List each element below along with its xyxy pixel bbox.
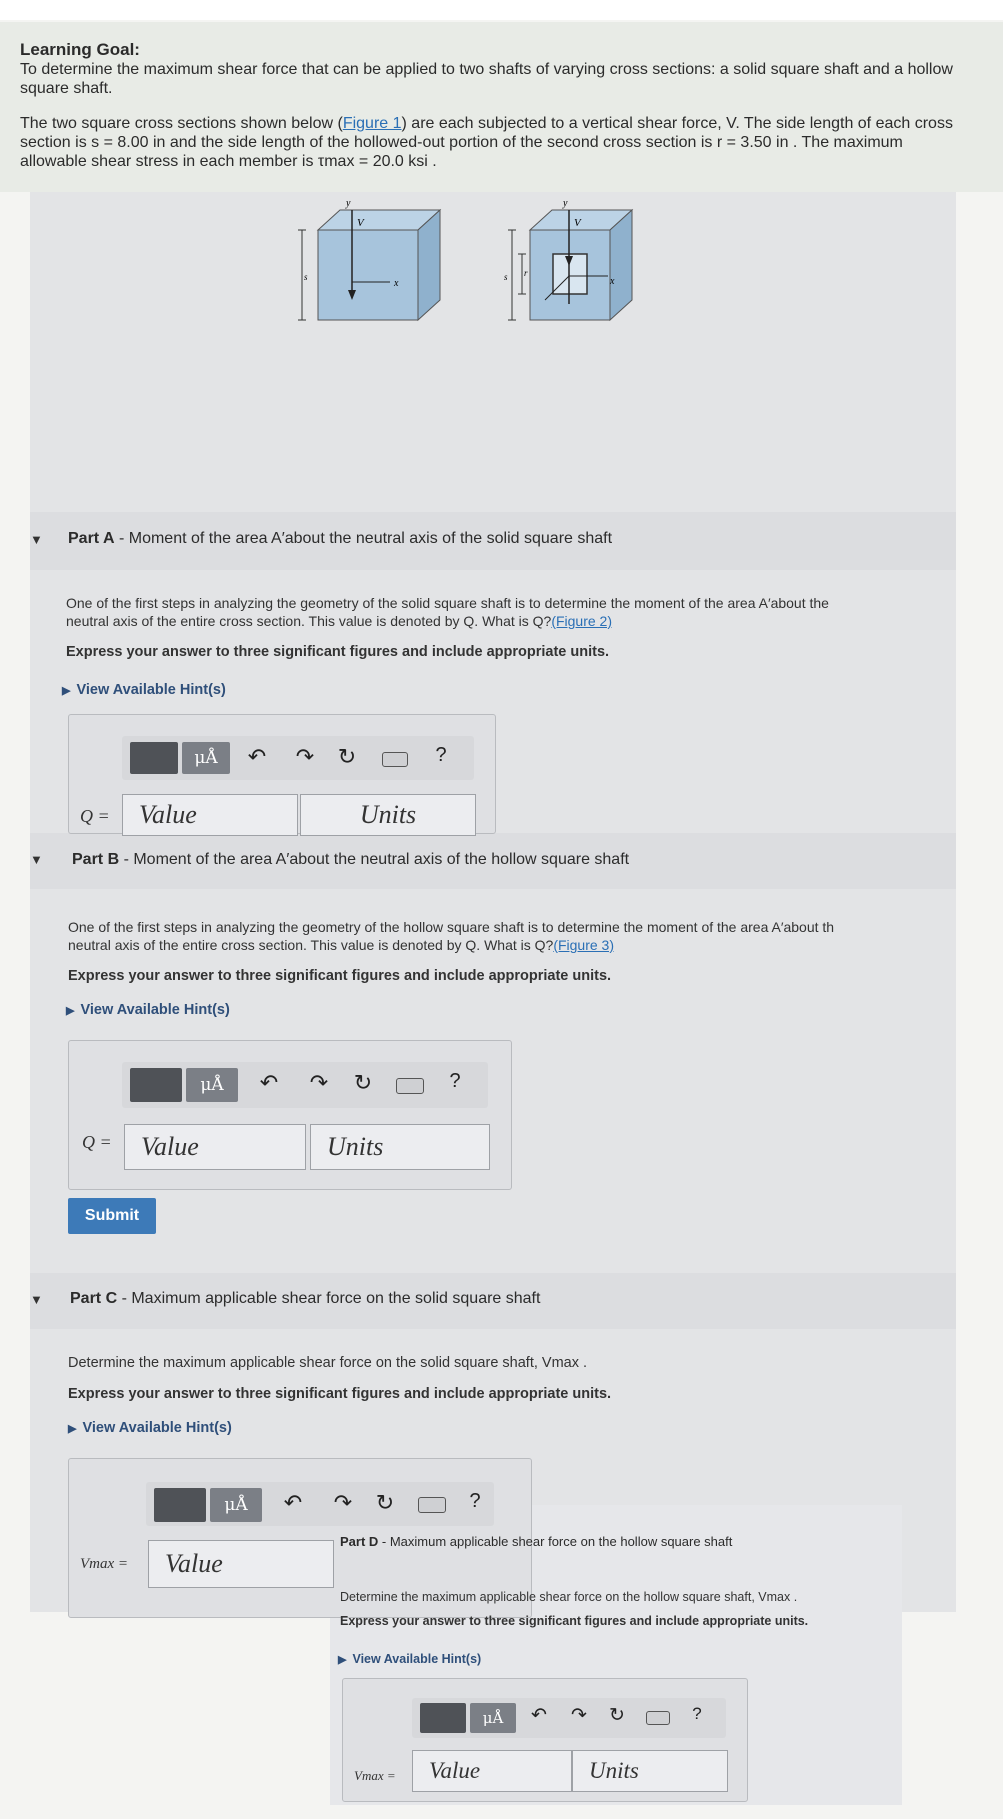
undo-icon[interactable]: ↶ (531, 1705, 547, 1726)
svg-text:V: V (574, 217, 581, 229)
solid-square-shaft (298, 198, 440, 320)
part-a-units-input[interactable]: Units (300, 794, 476, 836)
units-icon[interactable]: μÅ (182, 742, 230, 774)
part-d-units-input[interactable]: Units (572, 1750, 728, 1792)
part-a-collapse-toggle[interactable]: ▼ (30, 532, 43, 547)
redo-icon[interactable]: ↷ (309, 1070, 329, 1095)
hollow-square-shaft (504, 198, 632, 320)
learning-goal-text: To determine the maximum shear force that can be applied to two shafts of varying cross sections: a solid square shaft and a hollow square shaft. (20, 61, 953, 97)
templates-icon[interactable] (154, 1488, 206, 1522)
units-icon[interactable]: μÅ (210, 1488, 262, 1522)
keyboard-icon[interactable] (396, 1078, 424, 1094)
keyboard-icon[interactable] (418, 1497, 446, 1513)
svg-text:V: V (357, 217, 364, 229)
undo-icon[interactable]: ↶ (259, 1070, 279, 1095)
keyboard-icon[interactable] (646, 1711, 670, 1725)
submit-button[interactable]: Submit (68, 1198, 156, 1234)
figure-2-link[interactable]: (Figure 2) (551, 613, 612, 629)
part-b-title[interactable]: Part B - Moment of the area A′about the neutral axis of the hollow square shaft (72, 851, 630, 868)
part-c-vmax-label: Vmax = (80, 1556, 129, 1572)
part-b-collapse-toggle[interactable]: ▼ (30, 852, 43, 867)
figure-3-link[interactable]: (Figure 3) (553, 937, 614, 953)
part-b-q-label: Q = (82, 1132, 112, 1152)
learning-goal-title: Learning Goal: (20, 40, 140, 59)
figure-1-link[interactable]: Figure 1 (342, 115, 402, 132)
svg-text:x: x (394, 278, 399, 289)
part-a-prompt: One of the first steps in analyzing the geometry of the solid square shaft is to determine the moment of the area A′about the neutral axis of the entire cross section. This value is denoted by Q. What is Q?(Figure 2) (66, 595, 829, 629)
part-d-instructions: Express your answer to three significant figures and include appropriate units. (340, 1614, 809, 1628)
svg-text:s: s (304, 272, 308, 282)
templates-icon[interactable] (130, 1068, 182, 1102)
part-b-value-input[interactable]: Value (124, 1124, 306, 1170)
part-d-title[interactable]: Part D - Maximum applicable shear force on the hollow square shaft (340, 1534, 733, 1549)
part-c-collapse-toggle[interactable]: ▼ (30, 1292, 43, 1307)
part-a-q-label: Q = (80, 806, 110, 826)
part-c-hint-link[interactable]: ▶ View Available Hint(s) (68, 1420, 232, 1436)
redo-icon[interactable]: ↷ (295, 744, 315, 769)
reset-icon[interactable]: ↻ (353, 1070, 373, 1095)
problem-statement: The two square cross sections shown below (Figure 1) are each subjected to a vertical shear force, V. The side length of each cross section is s = 8.00 in and the side length of the hollowed-out portion of the second cross section is r = 3.50 in . The maximum allowable shear stress in each member is τmax = 20.0 ksi . (20, 115, 953, 170)
svg-text:y: y (563, 198, 568, 209)
reset-icon[interactable]: ↻ (375, 1490, 395, 1515)
redo-icon[interactable]: ↷ (333, 1490, 353, 1515)
redo-icon[interactable]: ↷ (571, 1705, 587, 1726)
keyboard-icon[interactable] (382, 752, 408, 767)
part-b-prompt: One of the first steps in analyzing the geometry of the hollow square shaft is to determine the moment of the area A′about th neutral axis of the entire cross section. This value is denoted by Q. What is Q?(Figure 3) (68, 919, 835, 953)
svg-text:s: s (504, 272, 508, 282)
part-c-value-input[interactable]: Value (148, 1540, 334, 1588)
part-b-instructions: Express your answer to three significant figures and include appropriate units. (68, 968, 612, 984)
help-icon[interactable]: ? (692, 1704, 702, 1723)
reset-icon[interactable]: ↻ (337, 744, 357, 769)
part-c-instructions: Express your answer to three significant figures and include appropriate units. (68, 1386, 612, 1402)
cross-section-figure (290, 196, 690, 346)
units-icon[interactable]: μÅ (470, 1703, 516, 1733)
help-icon[interactable]: ? (449, 1070, 461, 1092)
part-d-value-input[interactable]: Value (412, 1750, 572, 1792)
units-icon[interactable]: μÅ (186, 1068, 238, 1102)
reset-icon[interactable]: ↻ (609, 1705, 625, 1726)
part-a-value-input[interactable]: Value (122, 794, 298, 836)
templates-icon[interactable] (130, 742, 178, 774)
part-a-title[interactable]: Part A - Moment of the area A′about the neutral axis of the solid square shaft (68, 530, 613, 547)
help-icon[interactable]: ? (469, 1490, 481, 1512)
part-c-prompt: Determine the maximum applicable shear force on the solid square shaft, Vmax . (68, 1355, 588, 1371)
help-icon[interactable]: ? (435, 744, 447, 766)
part-a-hint-link[interactable]: ▶ View Available Hint(s) (62, 682, 226, 698)
part-d-prompt: Determine the maximum applicable shear force on the hollow square shaft, Vmax . (340, 1590, 798, 1604)
part-a-instructions: Express your answer to three significant figures and include appropriate units. (66, 644, 610, 660)
svg-text:y: y (346, 198, 351, 209)
part-d-hint-link[interactable]: ▶ View Available Hint(s) (338, 1652, 482, 1666)
svg-text:x: x (610, 276, 615, 287)
undo-icon[interactable]: ↶ (247, 744, 267, 769)
part-d-vmax-label: Vmax = (354, 1768, 396, 1783)
undo-icon[interactable]: ↶ (283, 1490, 303, 1515)
part-b-hint-link[interactable]: ▶ View Available Hint(s) (66, 1002, 230, 1018)
part-c-title[interactable]: Part C - Maximum applicable shear force on the solid square shaft (70, 1290, 541, 1307)
part-b-units-input[interactable]: Units (310, 1124, 490, 1170)
svg-text:r: r (524, 268, 528, 278)
templates-icon[interactable] (420, 1703, 466, 1733)
